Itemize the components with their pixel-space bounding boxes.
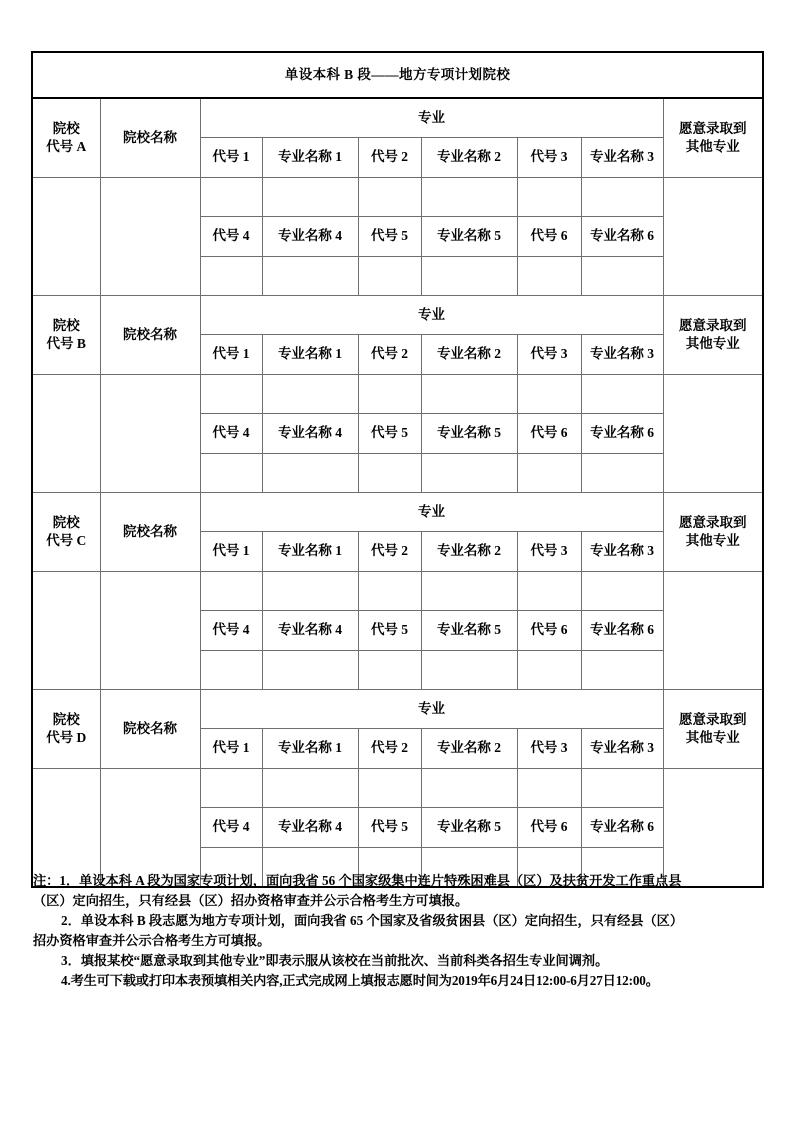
- school-name-label-c: 院校名称: [100, 493, 200, 572]
- major-code-4-header-c: 代号 4: [200, 611, 262, 651]
- major-name-2-input-a[interactable]: [421, 178, 517, 217]
- volunteer-application-table: [31, 51, 764, 888]
- major-name-2-header-c: 专业名称 2: [421, 532, 517, 572]
- school-code-label-a-line1: 院校: [52, 120, 80, 136]
- major-name-2-input-d[interactable]: [421, 769, 517, 808]
- major-code-6-input-b[interactable]: [517, 454, 581, 493]
- school-code-label-c-line2: 代号 C: [46, 533, 87, 548]
- major-name-5-input-a[interactable]: [421, 257, 517, 296]
- wish-other-major-label-a: [663, 98, 763, 178]
- note-2-line-2: 招办资格审查并公示合格考生方可填报。: [33, 933, 271, 949]
- major-code-4-input-b[interactable]: [200, 454, 262, 493]
- major-name-1-input-d[interactable]: [262, 769, 358, 808]
- major-code-2-header-b: 代号 2: [358, 335, 421, 375]
- school-code-label-b-line1: 院校: [52, 317, 80, 333]
- major-name-5-header-b: 专业名称 5: [421, 414, 517, 454]
- major-name-3-input-b[interactable]: [581, 375, 663, 414]
- major-code-1-header-c: 代号 1: [200, 532, 262, 572]
- major-code-1-header-a: 代号 1: [200, 138, 262, 178]
- block-a-header-row: [32, 98, 763, 138]
- major-name-1-input-a[interactable]: [262, 178, 358, 217]
- school-code-label-b: [32, 296, 100, 375]
- school-name-label-b: 院校名称: [100, 296, 200, 375]
- major-name-3-input-a[interactable]: [581, 178, 663, 217]
- school-code-label-d-line1: 院校: [52, 711, 80, 727]
- major-name-1-input-b[interactable]: [262, 375, 358, 414]
- wish-other-major-label-c-line1: 愿意录取到: [679, 514, 747, 530]
- major-code-3-header-c: 代号 3: [517, 532, 581, 572]
- major-code-6-header-a: 代号 6: [517, 217, 581, 257]
- major-code-2-input-b[interactable]: [358, 375, 421, 414]
- major-group-label-c: 专业: [200, 493, 663, 532]
- school-code-input-d[interactable]: [32, 769, 100, 888]
- major-name-4-input-b[interactable]: [262, 454, 358, 493]
- major-name-3-header-d: 专业名称 3: [581, 729, 663, 769]
- note-1-line-1: 注：1．单设本科 A 段为国家专项计划，面向我省 56 个国家级集中连片特殊困难县（区）及扶贫开发工作重点县: [33, 873, 682, 888]
- major-code-2-header-c: 代号 2: [358, 532, 421, 572]
- block-b-header-row: [32, 296, 763, 335]
- major-name-4-header-a: 专业名称 4: [262, 217, 358, 257]
- major-code-6-input-a[interactable]: [517, 257, 581, 296]
- major-code-3-header-b: 代号 3: [517, 335, 581, 375]
- major-code-5-input-a[interactable]: [358, 257, 421, 296]
- major-code-5-header-c: 代号 5: [358, 611, 421, 651]
- school-code-input-b[interactable]: [32, 375, 100, 493]
- major-code-3-header-a: 代号 3: [517, 138, 581, 178]
- major-name-3-input-d[interactable]: [581, 769, 663, 808]
- major-name-4-input-c[interactable]: [262, 651, 358, 690]
- major-code-4-input-a[interactable]: [200, 257, 262, 296]
- wish-other-major-input-a[interactable]: [663, 178, 763, 296]
- major-name-2-header-d: 专业名称 2: [421, 729, 517, 769]
- major-group-label-d: 专业: [200, 690, 663, 729]
- major-name-2-input-b[interactable]: [421, 375, 517, 414]
- major-name-1-header-c: 专业名称 1: [262, 532, 358, 572]
- school-code-label-c: [32, 493, 100, 572]
- major-name-4-input-a[interactable]: [262, 257, 358, 296]
- major-name-1-header-d: 专业名称 1: [262, 729, 358, 769]
- wish-other-major-label-a-line2: 其他专业: [685, 139, 740, 154]
- major-group-label-a: 专业: [200, 98, 663, 138]
- application-form-sheet: [31, 51, 762, 888]
- wish-other-major-label-b: [663, 296, 763, 375]
- wish-other-major-label-d: [663, 690, 763, 769]
- major-name-6-input-a[interactable]: [581, 257, 663, 296]
- major-name-3-header-b: 专业名称 3: [581, 335, 663, 375]
- school-name-input-b[interactable]: [100, 375, 200, 493]
- note-3: 3．填报某校“愿意录取到其他专业”即表示服从该校在当前批次、当前科类各招生专业间调剂。: [61, 953, 609, 969]
- wish-other-major-label-d-line2: 其他专业: [685, 730, 740, 745]
- major-code-6-input-c[interactable]: [517, 651, 581, 690]
- major-code-3-input-a[interactable]: [517, 178, 581, 217]
- school-code-label-d-line2: 代号 D: [46, 730, 87, 745]
- major-name-4-header-d: 专业名称 4: [262, 808, 358, 848]
- wish-other-major-label-a-line1: 愿意录取到: [679, 120, 747, 136]
- school-code-label-c-line1: 院校: [52, 514, 80, 530]
- major-code-5-input-c[interactable]: [358, 651, 421, 690]
- major-name-1-header-b: 专业名称 1: [262, 335, 358, 375]
- major-name-6-header-d: 专业名称 6: [581, 808, 663, 848]
- major-name-6-header-a: 专业名称 6: [581, 217, 663, 257]
- major-name-2-header-a: 专业名称 2: [421, 138, 517, 178]
- major-code-2-input-a[interactable]: [358, 178, 421, 217]
- major-name-5-input-c[interactable]: [421, 651, 517, 690]
- school-code-label-b-line2: 代号 B: [46, 336, 86, 351]
- major-code-2-input-d[interactable]: [358, 769, 421, 808]
- major-name-1-header-a: 专业名称 1: [262, 138, 358, 178]
- block-d-header-row: [32, 690, 763, 729]
- wish-other-major-label-d-line1: 愿意录取到: [679, 711, 747, 727]
- major-code-6-header-c: 代号 6: [517, 611, 581, 651]
- major-name-5-input-b[interactable]: [421, 454, 517, 493]
- major-name-1-input-c[interactable]: [262, 572, 358, 611]
- table-title-row: [32, 52, 763, 98]
- block-c-input-row-1: [32, 572, 763, 611]
- wish-other-major-label-c: [663, 493, 763, 572]
- major-code-4-header-d: 代号 4: [200, 808, 262, 848]
- wish-other-major-input-b[interactable]: [663, 375, 763, 493]
- major-code-1-header-d: 代号 1: [200, 729, 262, 769]
- block-d-input-row-1: [32, 769, 763, 808]
- page-title: 单设本科 B 段——地方专项计划院校: [32, 52, 763, 98]
- major-code-4-input-c[interactable]: [200, 651, 262, 690]
- major-name-5-header-a: 专业名称 5: [421, 217, 517, 257]
- major-code-1-input-d[interactable]: [200, 769, 262, 808]
- school-code-input-c[interactable]: [32, 572, 100, 690]
- major-code-1-input-b[interactable]: [200, 375, 262, 414]
- school-name-input-d[interactable]: [100, 769, 200, 888]
- major-code-3-input-c[interactable]: [517, 572, 581, 611]
- note-4: 4.考生可下载或打印本表预填相关内容,正式完成网上填报志愿时间为2019年6月24日12:00-6月27日12:00。: [61, 973, 659, 989]
- major-name-6-header-c: 专业名称 6: [581, 611, 663, 651]
- major-name-2-header-b: 专业名称 2: [421, 335, 517, 375]
- major-name-4-header-b: 专业名称 4: [262, 414, 358, 454]
- major-code-3-input-b[interactable]: [517, 375, 581, 414]
- major-code-4-header-b: 代号 4: [200, 414, 262, 454]
- major-code-4-header-a: 代号 4: [200, 217, 262, 257]
- school-name-label-d: 院校名称: [100, 690, 200, 769]
- school-code-label-d: [32, 690, 100, 769]
- school-name-input-a[interactable]: [100, 178, 200, 296]
- major-name-6-input-b[interactable]: [581, 454, 663, 493]
- major-name-6-header-b: 专业名称 6: [581, 414, 663, 454]
- major-code-6-header-b: 代号 6: [517, 414, 581, 454]
- major-group-label-b: 专业: [200, 296, 663, 335]
- major-code-5-input-b[interactable]: [358, 454, 421, 493]
- note-1-line-2: （区）定向招生，只有经县（区）招办资格审查并公示合格考生方可填报。: [33, 893, 469, 909]
- wish-other-major-label-b-line1: 愿意录取到: [679, 317, 747, 333]
- wish-other-major-label-c-line2: 其他专业: [685, 533, 740, 548]
- major-name-3-header-a: 专业名称 3: [581, 138, 663, 178]
- major-name-3-input-c[interactable]: [581, 572, 663, 611]
- note-2-line-1: 2．单设本科 B 段志愿为地方专项计划，面向我省 65 个国家及省级贫困县（区）定向招生，只有经县（区）: [61, 913, 684, 929]
- wish-other-major-input-c[interactable]: [663, 572, 763, 690]
- major-name-6-input-c[interactable]: [581, 651, 663, 690]
- block-a-input-row-1: [32, 178, 763, 217]
- major-code-2-header-a: 代号 2: [358, 138, 421, 178]
- major-name-2-input-c[interactable]: [421, 572, 517, 611]
- wish-other-major-label-b-line2: 其他专业: [685, 336, 740, 351]
- major-name-5-header-d: 专业名称 5: [421, 808, 517, 848]
- block-b-input-row-1: [32, 375, 763, 414]
- major-code-2-header-d: 代号 2: [358, 729, 421, 769]
- major-code-1-input-c[interactable]: [200, 572, 262, 611]
- school-code-label-a: [32, 98, 100, 178]
- wish-other-major-input-d[interactable]: [663, 769, 763, 888]
- major-code-5-header-d: 代号 5: [358, 808, 421, 848]
- major-code-1-input-a[interactable]: [200, 178, 262, 217]
- major-name-5-header-c: 专业名称 5: [421, 611, 517, 651]
- school-code-label-a-line2: 代号 A: [46, 139, 87, 154]
- school-name-input-c[interactable]: [100, 572, 200, 690]
- major-code-5-header-b: 代号 5: [358, 414, 421, 454]
- major-code-3-input-d[interactable]: [517, 769, 581, 808]
- block-c-header-row: [32, 493, 763, 532]
- footer-notes: [33, 871, 763, 991]
- major-code-6-header-d: 代号 6: [517, 808, 581, 848]
- major-name-4-header-c: 专业名称 4: [262, 611, 358, 651]
- major-code-5-header-a: 代号 5: [358, 217, 421, 257]
- school-name-label-a: 院校名称: [100, 98, 200, 178]
- school-code-input-a[interactable]: [32, 178, 100, 296]
- major-name-3-header-c: 专业名称 3: [581, 532, 663, 572]
- major-code-1-header-b: 代号 1: [200, 335, 262, 375]
- major-code-2-input-c[interactable]: [358, 572, 421, 611]
- major-code-3-header-d: 代号 3: [517, 729, 581, 769]
